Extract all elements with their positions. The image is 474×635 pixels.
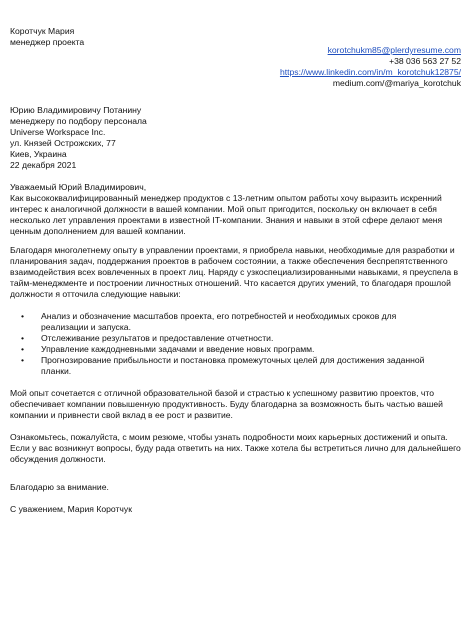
list-item: • Отслеживание результатов и предоставление отчетности. <box>10 333 441 344</box>
recipient-street: ул. Князей Острожских, 77 <box>10 138 116 148</box>
signoff-line: С уважением, Мария Коротчук <box>10 504 132 514</box>
recipient-city: Киев, Украина <box>10 149 67 159</box>
motivation-paragraph: Мой опыт сочетается с отличной образовательной базой и страстью к успешному развитию проектов, что обеспечивает компании повышенную продуктивность. Буду благодарна за возможность быть частью вашей компании и привнести свой вклад в ее рост и развитие. <box>10 388 443 420</box>
list-item: • Анализ и обозначение масштабов проекта, его потребностей и необходимых сроков для реализации и запуска. <box>10 311 441 333</box>
closing-paragraph: Ознакомьтесь, пожалуйста, с моим резюме, чтобы узнать подробности моих карьерных достижений и опыта. Если у вас возникнут вопросы, буду рада ответить на них. Также хотела бы встретиться лично для дальнейшего обсуждения должности. <box>10 432 461 464</box>
sender-name: Коротчук Мария <box>10 26 75 36</box>
achievements-list <box>10 311 462 377</box>
linkedin-link[interactable]: https://www.linkedin.com/in/m_korotchuk12875/ <box>279 67 461 77</box>
thanks-line: Благодарю за внимание. <box>10 482 109 492</box>
letter-date: 22 декабря 2021 <box>10 160 77 170</box>
recipient-position: менеджеру по подбору персонала <box>10 116 147 126</box>
experience-paragraph: Благодаря многолетнему опыту в управлении проектами, я приобрела навыки, необходимые для разработки и планирования задач, поддержания проектов в рабочем состоянии, а также обеспечения беспрепятственного взаимодействия всех вовлеченных в проект лиц. Наряду с узкоспециализированными навыками, я преуспела в тайм-менеджменте и построении личностных отношений. Что касается других умений, то благодаря прошлой должности я отточила следующие навыки: <box>10 245 459 299</box>
recipient-name: Юрию Владимировичу Потанину <box>10 105 142 115</box>
recipient-company: Universe Workspace Inc. <box>10 127 106 137</box>
contact-block <box>280 45 461 89</box>
intro-paragraph: Как высококвалифицированный менеджер продуктов с 13-летним опытом работы хочу выразить искренний интерес к аналогичной должности в вашей компании. Мой опыт пригодится, поскольку он включает в себя несколько лет управления проектами в известной IT-компании. Знания и навыки в этой сфере делают меня ценным дополнением для вашей компании. <box>10 193 443 236</box>
greeting: Уважаемый Юрий Владимирович, <box>10 182 147 192</box>
sender-title: менеджер проекта <box>10 37 85 47</box>
recipient-block <box>10 105 147 171</box>
email-link[interactable]: korotchukm85@plerdyresume.com <box>327 45 461 55</box>
medium-handle: medium.com/@mariya_korotchuk <box>332 78 461 88</box>
list-item: • Прогнозирование прибыльности и постановка промежуточных целей для достижения заданной планки. <box>10 355 441 377</box>
phone-number: +38 036 563 27 52 <box>389 56 461 66</box>
sender-block <box>10 26 84 48</box>
list-item: • Управление каждодневными задачами и введение новых программ. <box>10 344 441 355</box>
